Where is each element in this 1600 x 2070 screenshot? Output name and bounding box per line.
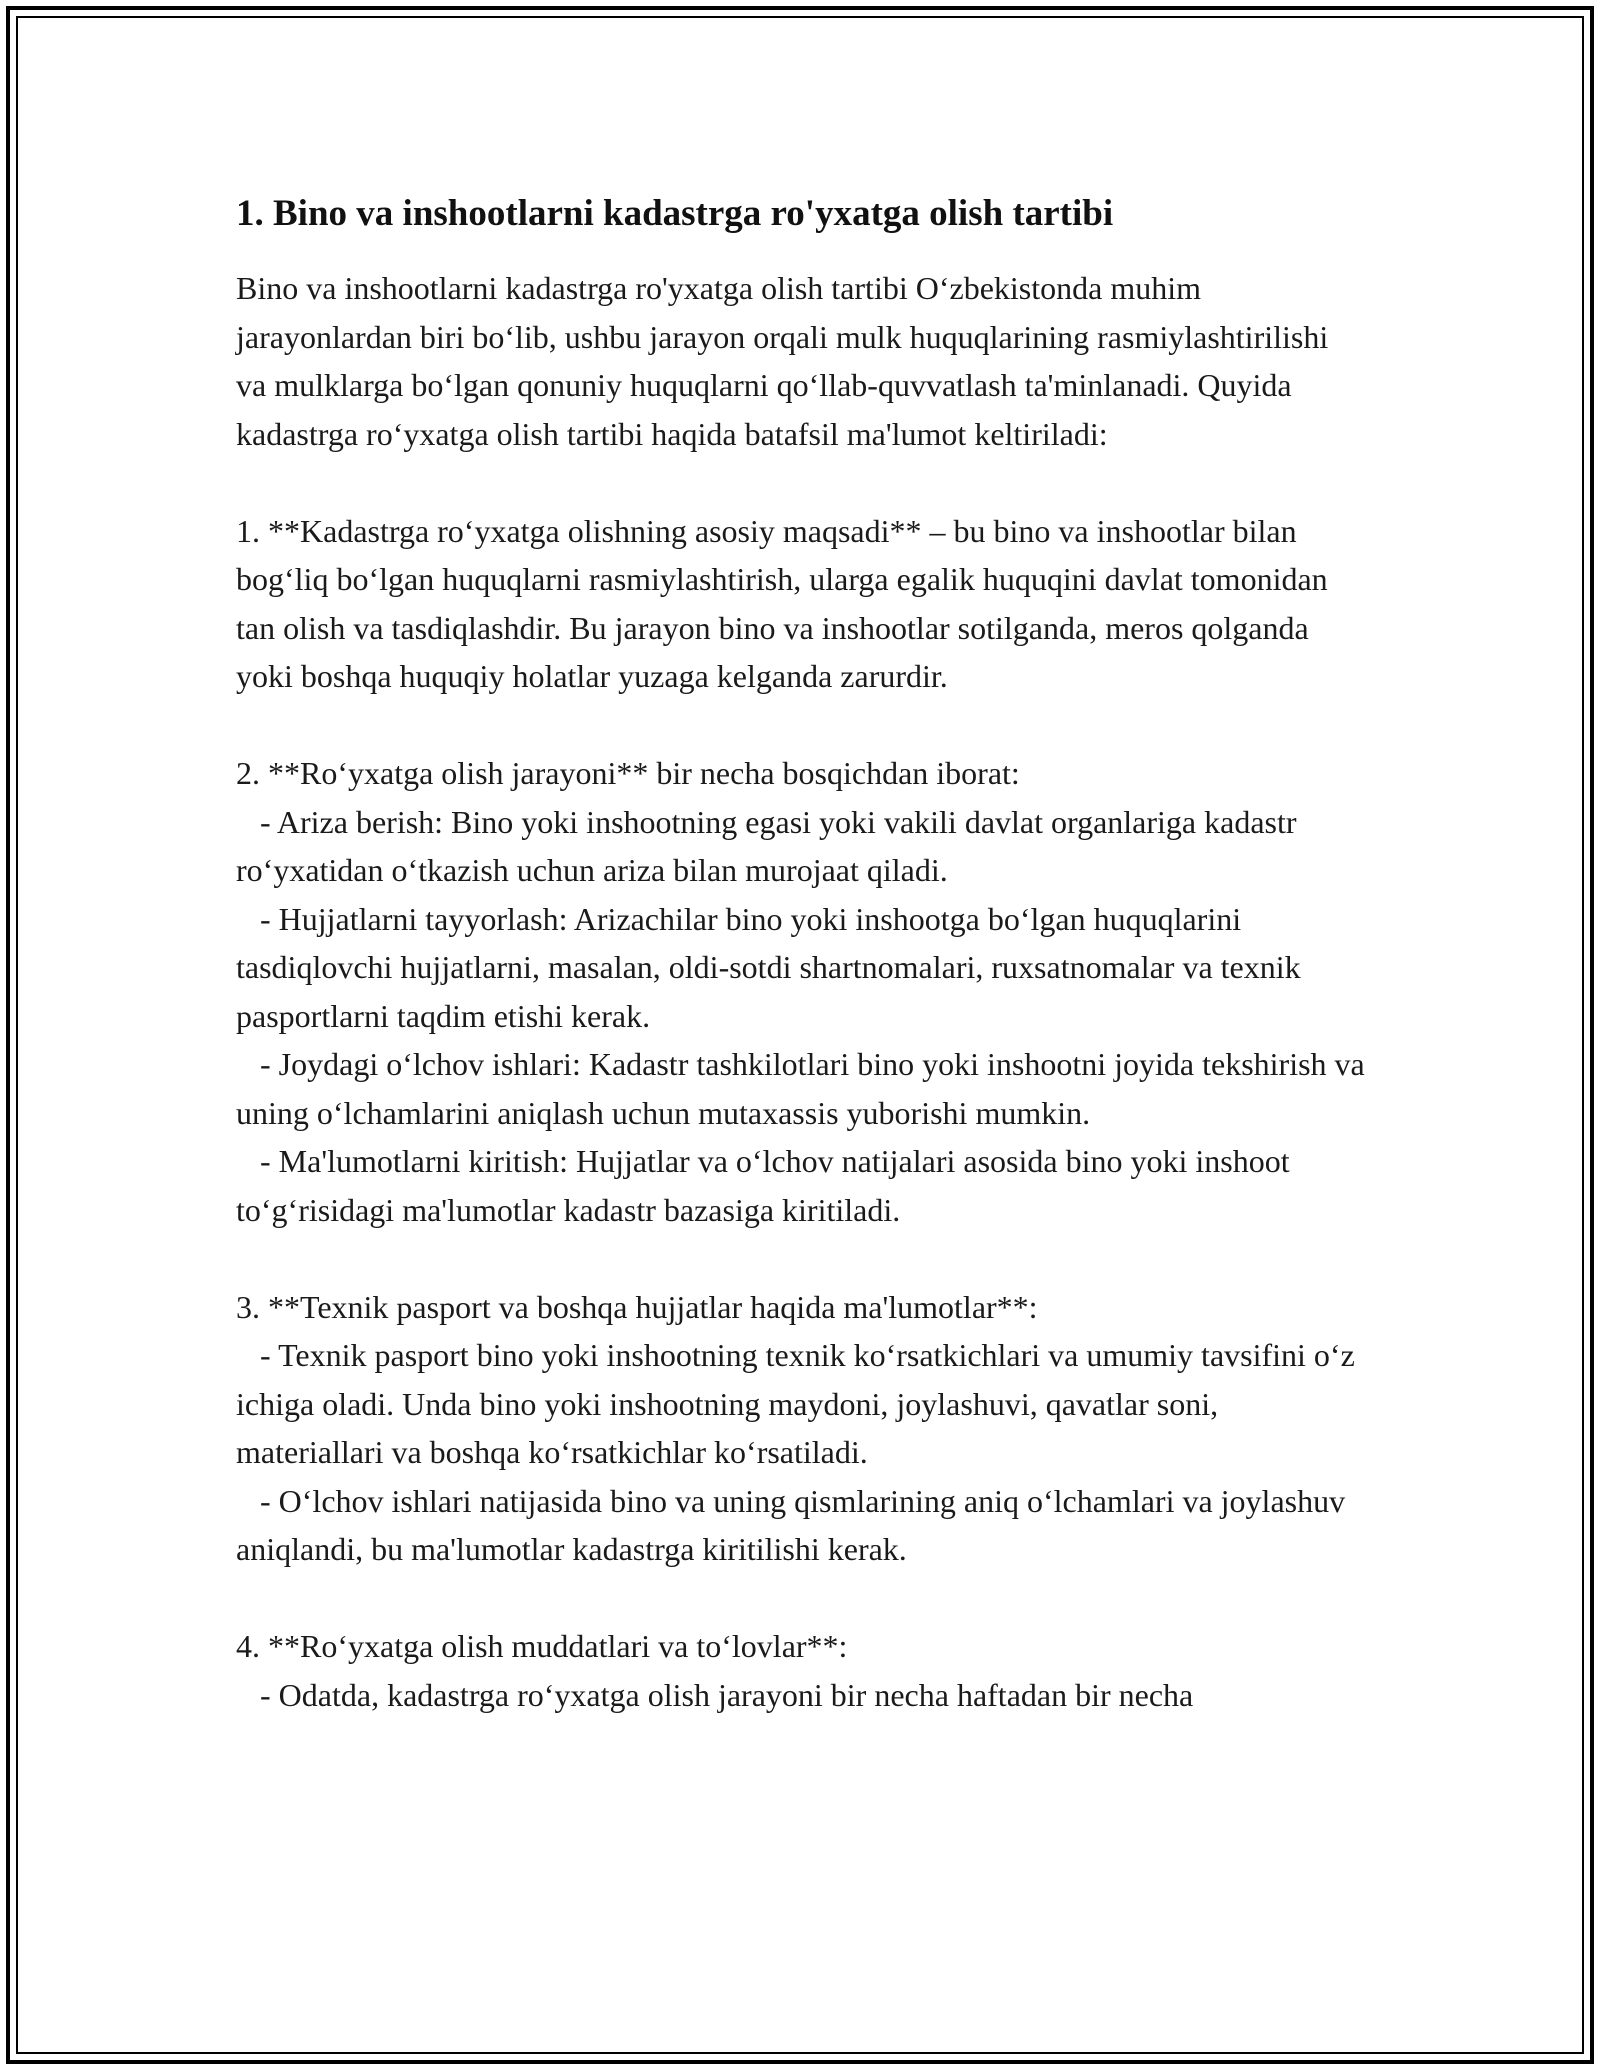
paragraph-spacer: [236, 458, 1366, 507]
section-2-paragraph: 2. **Ro‘yxatga olish jarayoni** bir necha bosqichdan iborat: - Ariza berish: Bino yoki inshootning egasi yoki vakili davlat organlariga kadastr ro‘yxatidan o‘tkazish uchun ariza bilan murojaat qiladi. - Hujjatlarni tayyorlash: Arizachilar bino yoki inshootga bo‘lgan huquqlarini tasdiqlovchi hujjatlarni, masalan, oldi-sotdi shartnomalari, ruxsatnomalar va texnik pasportlarni taqdim etishi kerak. - Joydagi o‘lchov ishlari: Kadastr tashkilotlari bino yoki inshootni joyida tekshirish va uning o‘lchamlarini aniqlash uchun mutaxassis yuborishi mumkin. - Ma'lumotlarni kiritish: Hujjatlar va o‘lchov natijalari asosida bino yoki inshoot to‘g‘risidagi ma'lumotlar kadastr bazasiga kiritiladi.: [236, 755, 1365, 1228]
paragraph-spacer: [236, 701, 1366, 750]
paragraph-spacer: [236, 1234, 1366, 1283]
intro-paragraph: Bino va inshootlarni kadastrga ro'yxatga olish tartibi O‘zbekistonda muhim jarayonlardan biri bo‘lib, ushbu jarayon orqali mulk huquqlarining rasmiylashtirilishi va mulklarga bo‘lgan qonuniy huquqlarni qo‘llab-quvvatlash ta'minlanadi. Quyida kadastrga ro‘yxatga olish tartibi haqida batafsil ma'lumot keltiriladi:: [236, 270, 1337, 452]
paragraph-spacer: [236, 1574, 1366, 1623]
section-3-paragraph: 3. **Texnik pasport va boshqa hujjatlar haqida ma'lumotlar**: - Texnik pasport bino yoki inshootning texnik ko‘rsatkichlari va umumiy tavsifini o‘z ichiga oladi. Unda bino yoki inshootning maydoni, joylashuvi, qavatlar soni, materiallari va boshqa ko‘rsatkichlar ko‘rsatiladi. - O‘lchov ishlari natijasida bino va uning qismlarining aniq o‘lchamlari va joylashuv aniqlandi, bu ma'lumotlar kadastrga kiritilishi kerak.: [236, 1288, 1355, 1567]
section-4-paragraph: 4. **Ro‘yxatga olish muddatlari va to‘lovlar**: - Odatda, kadastrga ro‘yxatga olish jarayoni bir necha haftadan bir necha: [236, 1628, 1194, 1713]
section-1-paragraph: 1. **Kadastrga ro‘yxatga olishning asosiy maqsadi** – bu bino va inshootlar bilan bog‘liq bo‘lgan huquqlarni rasmiylashtirish, ularga egalik huquqini davlat tomonidan tan olish va tasdiqlashdir. Bu jarayon bino va inshootlar sotilganda, meros qolganda yoki boshqa huquqiy holatlar yuzaga kelganda zarurdir.: [236, 512, 1336, 694]
document-title: 1. Bino va inshootlarni kadastrga ro'yxatga olish tartibi: [236, 193, 1114, 234]
document-body: [236, 190, 1366, 1719]
